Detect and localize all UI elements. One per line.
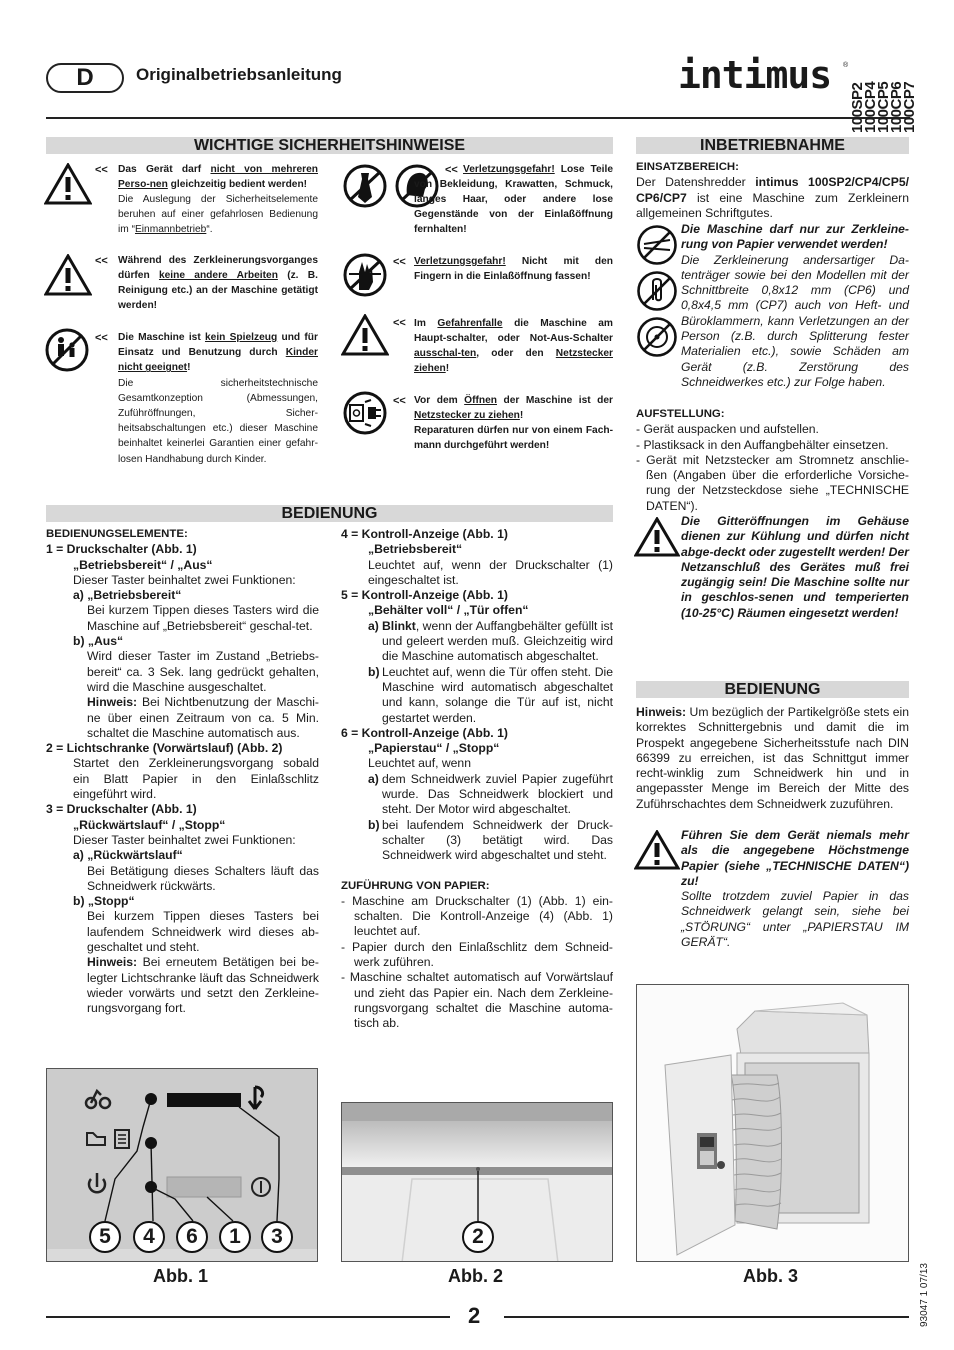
safety-note-5: Verletzungsgefahr! Nicht mit den Fingern in die Einlaßöffnung fassen! bbox=[414, 256, 613, 283]
warning-icon bbox=[634, 830, 680, 870]
cooling-warning: Die Gitteröffnungen im Gehäuse dienen zur Kühlung und dürfen nicht abge-deckt oder zugestellt werden! Der Netzanschluß des Gerätes muß frei zugängig sein! Die Maschine sollte nur in geschlos-senen und temperierten (10-25°C) Räumen eingesetzt werden! bbox=[681, 514, 909, 620]
model-name: 100CP4 bbox=[862, 81, 879, 133]
particle-size-note: Hinweis: Um bezüglich der Partikelgröße stets ein korrektes Schnittergebnis und damit die im Prospekt angegebene Sicherheitsstufe nach DIN 66399 zu erreichen, ist das Schnittgut immer recht-winklig zum Schneidwerk hin und in angepasster Menge im Bereich der Mitte des Zuführschachtes dem Schneidwerk zuzuführen. bbox=[636, 705, 909, 811]
model-name: 100CP5 bbox=[875, 81, 892, 133]
section-title-safety: WICHTIGE SICHERHEITSHINWEISE bbox=[46, 137, 613, 154]
brand-logo: intimus bbox=[678, 53, 832, 97]
safety-note-1: Das Gerät darf nicht von mehreren Perso-nen gleichzeitig bedient werden! Die Auslegung der Sicherheitselemente beruhen auf einer gefahrlosen Bedienung im “Einmannbetrieb“. bbox=[118, 164, 318, 236]
warning-icon bbox=[44, 254, 92, 296]
safety-note-2: Während des Zerkleinerungsvorganges dürfen keine andere Arbeiten (z. B. Reinigung etc.) an der Maschine getätigt werden! bbox=[118, 255, 318, 312]
page-title: Originalbetriebsanleitung bbox=[136, 65, 342, 84]
no-children-icon bbox=[44, 327, 90, 373]
arrow-marker: << bbox=[95, 255, 108, 267]
figure-1-control-panel bbox=[46, 1068, 318, 1262]
arrow-marker: << bbox=[393, 256, 406, 268]
safety-note-3: Die Maschine ist kein Spielzeug und für Einsatz und Benutzung durch Kinder nicht geeignet! Die sicherheitstechnische Gesamtkonzeption (Abmessungen, Zuführöffnungen, Sicher-heitsabschaltungen etc.) dieser Maschine beinhaltet keinerlei Garantien einer gefahr-losen Handhabung durch Kinder. bbox=[118, 332, 318, 465]
footer-rule-right bbox=[504, 1316, 909, 1318]
safety-note-6: Im Gefahrenfalle die Maschine am Haupt-schalter, oder Not-Aus-Schalter ausschal-ten, oder den Netzstecker ziehen! bbox=[414, 318, 613, 375]
model-name: 100CP6 bbox=[888, 81, 905, 133]
figure-3-shredder-photo bbox=[636, 984, 909, 1262]
model-name: 100CP7 bbox=[901, 81, 918, 133]
arrow-marker: << bbox=[393, 395, 406, 407]
page-number: 2 bbox=[468, 1303, 481, 1328]
model-name: 100SP2 bbox=[849, 82, 866, 133]
page-header bbox=[46, 53, 918, 133]
registered-mark: ® bbox=[843, 62, 849, 69]
no-cd-icon bbox=[636, 316, 678, 358]
callout-4: 4 bbox=[133, 1221, 165, 1253]
callout-3: 3 bbox=[261, 1221, 293, 1253]
no-cutting-icon bbox=[636, 224, 678, 266]
figure-1-caption: Abb. 1 bbox=[153, 1266, 209, 1286]
warning-icon bbox=[634, 517, 680, 557]
arrow-marker: << bbox=[95, 332, 108, 344]
shredder-drawing bbox=[637, 985, 909, 1262]
document-number: 93047 1 07/13 bbox=[919, 1263, 930, 1327]
section-title-bedienung-right: BEDIENUNG bbox=[636, 681, 909, 698]
section-title-bedienung: BEDIENUNG bbox=[46, 505, 613, 522]
safety-note-7: Vor dem Öffnen der Maschine ist der Netzstecker zu ziehen! Reparaturen dürfen nur von einem Fach-mann durchgeführt werden! bbox=[414, 395, 613, 452]
bedienung-col-middle: 4 = Kontroll-Anzeige (Abb. 1) „Betriebsbereit“ Leuchtet auf, wenn der Druckschalter (1) eingeschaltet ist. 5 = Kontroll-Anzeige (Abb. 1) „Behälter voll“ / „Tür offen“ a) Blinkt, wenn der Auffangbehälter gefüllt ist und geleert werden muß. Gleichzeitig wird die Maschine automatisch abgeschaltet. b) Leuchtet auf, wenn die Tür offen steht. Die Maschine wird automatisch abgeschaltet und kann, solange die Tür auf ist, nicht gestartet werden. 6 = Kontroll-Anzeige (Abb. 1) „Papierstau“ / „Stopp“ Leuchtet auf, wenn a) dem Schneidwerk zuviel Papier zugeführt wurde. Das Schneidwerk blockiert und steht. Der Motor wird abgeschaltet. b) bei laufendem Schneidwerk der Druck-schalter (3) betätigt wird. Das Schneidwerk wird abgeschaltet und steht. ZUFÜHRUNG VON PAPIER: - Maschine am Druckschalter (1) (Abb. 1) ein-schalten. Die Kontroll-Anzeige (4) (Abb. 1) leuchtet auf. - Papier durch den Einlaßschlitz dem Schneid-werk zuführen. - Maschine schaltet automatisch auf Vorwärtslauf und zieht das Papier ein. Nach dem Zerkleine-rungsvorgang schaltet die Maschine automa-tisch ab. bbox=[341, 527, 613, 1031]
max-paper-warning: Führen Sie dem Gerät niemals mehr als die angegebene Höchstmenge Papier (siehe „TECHNISCHE DATEN“) zu! Sollte trotzdem zuviel Papier in das Schneidwerk gelangt sein, siehe bei „STÖRUNG“ unter „PAPIERSTAU IM GERÄT“. bbox=[681, 828, 909, 950]
callout-1: 1 bbox=[219, 1221, 251, 1253]
arrow-marker: << bbox=[445, 164, 458, 176]
figure-3-caption: Abb. 3 bbox=[743, 1266, 799, 1286]
callout-2: 2 bbox=[462, 1221, 494, 1253]
figure-2-light-barrier bbox=[341, 1102, 613, 1262]
language-badge: D bbox=[46, 63, 124, 93]
warning-icon bbox=[341, 314, 389, 356]
no-paperclip-icon bbox=[636, 270, 678, 312]
arrow-marker: << bbox=[95, 164, 108, 176]
model-list bbox=[849, 37, 918, 133]
unplug-icon bbox=[341, 390, 389, 436]
aufstellung: AUFSTELLUNG: - Gerät auspacken und aufstellen. - Plastiksack in den Auffangbehälter einsetzen. - Gerät mit Netzstecker am Stromnetz anschlie-ßen (Angaben über die erforderliche Vorsiche-rung der Netzsteckdose siehe „TECHNISCHE DATEN“). bbox=[636, 408, 909, 513]
einsatzbereich: EINSATZBEREICH: Der Datenshredder intimus 100SP2/CP4/CP5/ CP6/CP7 ist eine Maschine zum Zerkleinern allgemeinen Schriftgutes. bbox=[636, 161, 909, 220]
no-fingers-icon bbox=[341, 252, 389, 298]
callout-6: 6 bbox=[176, 1221, 208, 1253]
section-title-inbetriebnahme: INBETRIEBNAHME bbox=[636, 137, 909, 154]
safety-note-4: Verletzungsgefahr! Lose Teile von Bekleidung, Krawatten, Schmuck, langes Haar, oder andere lose Gegenstände von der Einlaßöffnung fernhalten! bbox=[414, 164, 613, 236]
no-tie-icon bbox=[341, 163, 389, 209]
callout-5: 5 bbox=[89, 1221, 121, 1253]
footer-rule-left bbox=[46, 1316, 450, 1318]
paper-only-warning: Die Maschine darf nur zur Zerkleine-rung von Papier verwendet werden! Die Zerkleinerung andersartiger Da-tenträger sowie bei den Modellen mit der Schnittbreite 0,8x12 mm (CP6) und 0,8x4,5 mm (CP7) auch von Heft- und Büroklammern, kann Verletzungen an der Person (z.B. durch Splitterung fester Materialien etc.), sowie Schäden am Gerät (z.B. Zerstörung des Schneidwerkes etc.) zur Folge haben. bbox=[681, 222, 909, 389]
figure-2-caption: Abb. 2 bbox=[448, 1266, 504, 1286]
warning-icon bbox=[44, 163, 92, 205]
arrow-marker: << bbox=[393, 317, 406, 329]
bedienung-col-left: BEDIENUNGSELEMENTE: 1 = Druckschalter (Abb. 1) „Betriebsbereit“ / „Aus“ Dieser Taster beinhaltet zwei Funktionen: a) „Betriebsbereit“ Bei kurzem Tippen dieses Tasters wird die Maschine auf „Betriebsbereit“ geschal-tet. b) „Aus“ Wird dieser Taster im Zustand „Betriebs-bereit“ ca. 3 Sek. lang gedrückt gehalten, wird die Maschine ausgeschaltet. Hinweis: Bei Nichtbenutzung der Maschi-ne über einen Zeitraum von ca. 5 Min. schaltet die Maschine automatisch aus. 2 = Lichtschranke (Vorwärtslauf) (Abb. 2) Startet den Zerkleinerungsvorgang sobald ein Blatt Papier in den Einlaßschlitz eingeführt wird. 3 = Druckschalter (Abb. 1) „Rückwärtslauf“ / „Stopp“ Dieser Taster beinhaltet zwei Funktionen: a) „Rückwärtslauf“ Bei Betätigung dieses Schalters läuft das Schneidwerk rückwärts. b) „Stopp“ Bei kurzem Tippen dieses Tasters bei laufendem Schneidwerk wird dieses ab-geschaltet und steht. Hinweis: Bei erneutem Betätigen bei be-legter Lichtschranke läuft das Schneidwerk wieder vorwärts und setzt den Zerkleine-rungsvorgang fort. bbox=[46, 528, 319, 1016]
